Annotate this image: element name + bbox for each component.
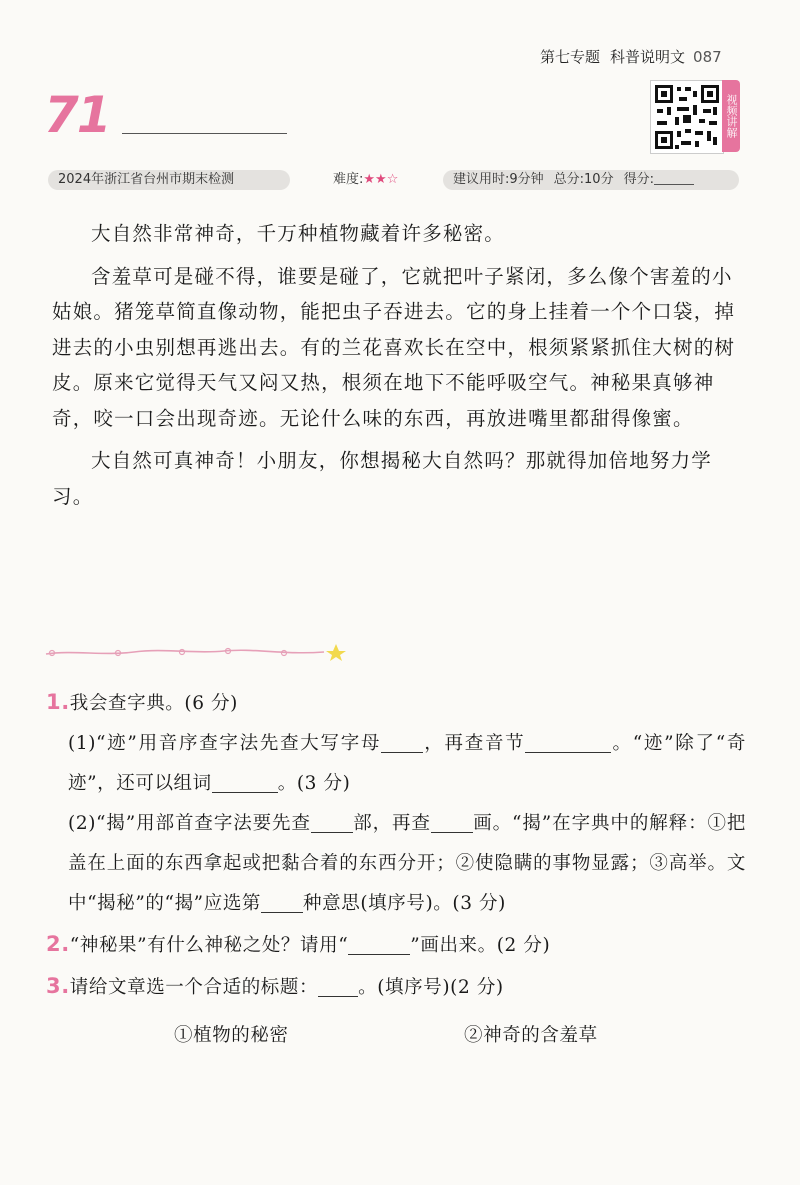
- page-header: [540, 46, 760, 67]
- question-stem: 我会查字典。(6 分): [69, 693, 238, 714]
- question-1-part-1: [46, 724, 746, 804]
- reading-passage: [52, 216, 742, 514]
- passage-paragraph: 大自然非常神奇，千万种植物藏着许多秘密。: [91, 222, 506, 245]
- q1-p2-text: 部，再查: [352, 813, 431, 834]
- option-1[interactable]: ①植物的秘密: [174, 1025, 289, 1046]
- q1-p1-text: ，再查音节: [423, 733, 526, 754]
- question-3: [46, 966, 746, 1056]
- answer-blank[interactable]: [311, 812, 353, 833]
- question-number: 2.: [46, 932, 70, 956]
- q1-p1-text: (1)“迹”用音序查字法先查大写字母: [68, 733, 382, 754]
- qr-code-icon[interactable]: [650, 80, 724, 154]
- question-1-part-2: [46, 804, 746, 924]
- answer-blank[interactable]: [431, 812, 473, 833]
- q1-p1-text: 。“迹”除了“奇迹”，还可以组词: [68, 733, 746, 794]
- exercise-number: 71: [44, 86, 110, 144]
- passage-paragraph: 大自然可真神奇！小朋友，你想揭秘大自然吗？那就得加倍地努力学习。: [52, 449, 713, 508]
- answer-blank[interactable]: [212, 772, 278, 793]
- q1-p2-text: 画。“揭”在字典中的解释：①把盖在上面的东西拿起或把黏合着的东西分开；②使隐瞒的事物显露；③高举。文中“揭秘”的“揭”应选第: [68, 813, 747, 914]
- difficulty-stars-icon: ★★☆: [363, 172, 399, 187]
- suggested-time: 建议用时:9分钟: [453, 172, 544, 187]
- difficulty-label: 难度:: [333, 172, 364, 187]
- q2-text: “神秘果”有什么神秘之处？请用“: [69, 935, 349, 956]
- underline-sample: [348, 934, 410, 955]
- meta-info: [443, 170, 739, 190]
- answer-blank[interactable]: [318, 976, 358, 997]
- page-number: 087: [693, 48, 722, 66]
- q1-p2-text: (2)“揭”用部首查字法要先查: [68, 813, 311, 834]
- q1-p1-text: 。(3 分): [277, 773, 351, 794]
- questions-section: [46, 682, 746, 1056]
- question-number: 1.: [46, 690, 70, 714]
- source-label: 2024年浙江省台州市期末检测: [48, 170, 290, 190]
- question-1: [46, 682, 746, 924]
- passage-paragraph: 含羞草可是碰不得，谁要是碰了，它就把叶子紧闭，多么像个害羞的小姑娘。猪笼草简直像动物，能把虫子吞进去。它的身上挂着一个个口袋，掉进去的小虫别想再逃出去。有的兰花喜欢长在空中，根须紧紧抓住大树的树皮。原来它觉得天气又闷又热，根须在地下不能呼吸空气。神秘果真够神奇，咬一口会出现奇迹。无论什么味的东西，再放进嘴里都甜得像蜜。: [52, 264, 736, 430]
- category-label: 科普说明文: [610, 48, 686, 66]
- topic-label: 第七专题: [540, 48, 601, 66]
- q1-p2-text: 种意思(填序号)。(3 分): [303, 893, 506, 914]
- q3-text: 请给文章选一个合适的标题：: [69, 977, 319, 998]
- q2-text: ”画出来。(2 分): [410, 935, 551, 956]
- difficulty: [333, 170, 398, 190]
- total-score: 总分:10分: [553, 172, 614, 187]
- q3-text: 。(填序号)(2 分): [358, 977, 504, 998]
- score-label: 得分:: [623, 172, 654, 187]
- answer-blank[interactable]: [381, 732, 423, 753]
- option-2[interactable]: ②神奇的含羞草: [464, 1025, 598, 1046]
- score-blank[interactable]: [654, 170, 694, 185]
- decorative-divider-icon: [44, 640, 354, 662]
- answer-blank[interactable]: [261, 892, 303, 913]
- title-blank-line: [122, 133, 287, 134]
- question-number: 3.: [46, 974, 70, 998]
- video-explain-tab[interactable]: 视频讲解: [722, 80, 740, 152]
- info-bar: [48, 170, 738, 192]
- question-2: [46, 924, 746, 966]
- title-options: [46, 1016, 746, 1056]
- answer-blank[interactable]: [525, 732, 611, 753]
